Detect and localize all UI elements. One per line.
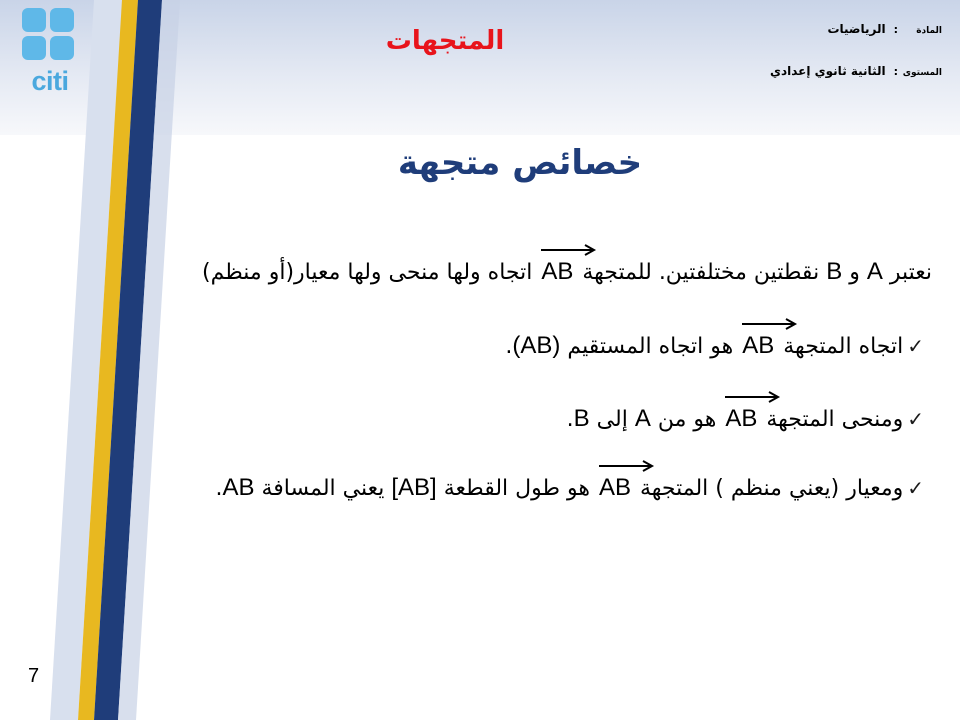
- logo-text: citi: [31, 66, 69, 96]
- logo-square: [22, 8, 46, 32]
- vector-label: AB: [598, 474, 631, 501]
- subject-separator: :: [893, 23, 898, 36]
- vector-label: AB: [541, 258, 574, 285]
- intro-and: و: [849, 260, 860, 285]
- line-ab: (AB): [512, 332, 561, 359]
- intro-text: نعتبر: [889, 260, 932, 285]
- point-b: B: [573, 405, 590, 432]
- vector-label: AB: [725, 405, 758, 432]
- slide-heading: خصائص متجهة: [397, 143, 643, 183]
- vector-arrow-icon: [597, 460, 657, 472]
- point-b: B: [826, 258, 843, 285]
- bullet-end: .: [566, 407, 574, 432]
- bullet-text: هو من: [657, 407, 717, 432]
- bullet-end: .: [505, 334, 513, 359]
- vector-ab: [723, 405, 759, 433]
- intro-text: نقطتين مختلفتين. للمتجهة: [582, 260, 820, 285]
- topic-title: المتجهات: [385, 26, 505, 56]
- level-label: المستوى: [902, 68, 942, 78]
- logo-square: [22, 36, 46, 60]
- page-number: 7: [28, 665, 40, 687]
- logo-square: [50, 8, 74, 32]
- segment-ab: [AB]: [391, 474, 437, 501]
- vector-arrow-icon: [723, 391, 783, 403]
- vector-ab: [539, 258, 575, 286]
- citi-logo: [22, 8, 78, 96]
- bullet-to: إلى: [596, 407, 628, 432]
- bullet-sense: [70, 405, 924, 433]
- bullet-text: هو اتجاه المستقيم: [567, 334, 734, 359]
- level-value: الثانية ثانوي إعدادي: [769, 64, 886, 78]
- intro-line: [70, 258, 932, 286]
- level-row: [770, 64, 942, 78]
- point-a: A: [866, 258, 883, 285]
- vector-ab: [740, 332, 776, 360]
- vector-label: AB: [742, 332, 775, 359]
- bullet-text: اتجاه المتجهة: [783, 334, 904, 359]
- subject-row: [827, 22, 942, 36]
- bullet-text: ومنحى المتجهة: [766, 407, 904, 432]
- subject-value: الرياضيات: [827, 22, 886, 36]
- vector-arrow-icon: [539, 244, 599, 256]
- check-icon: ✓: [907, 407, 924, 431]
- vector-arrow-icon: [740, 318, 800, 330]
- logo-square: [50, 36, 74, 60]
- bullet-text: هو طول القطعة: [443, 476, 590, 501]
- bullet-text: ومعيار (يعني منظم ) المتجهة: [639, 476, 904, 501]
- distance-ab: AB: [222, 474, 255, 501]
- bullet-norm: [70, 474, 924, 502]
- subject-label: المادة: [916, 26, 942, 36]
- check-icon: ✓: [907, 476, 924, 500]
- bullet-end: .: [215, 476, 223, 501]
- bullet-text: يعني المسافة: [261, 476, 385, 501]
- bullet-direction: [70, 332, 924, 360]
- vector-ab: [597, 474, 633, 502]
- check-icon: ✓: [907, 334, 924, 358]
- level-separator: :: [893, 65, 898, 78]
- point-a: A: [634, 405, 651, 432]
- intro-text: اتجاه ولها منحى ولها معيار(أو منظم): [202, 260, 533, 285]
